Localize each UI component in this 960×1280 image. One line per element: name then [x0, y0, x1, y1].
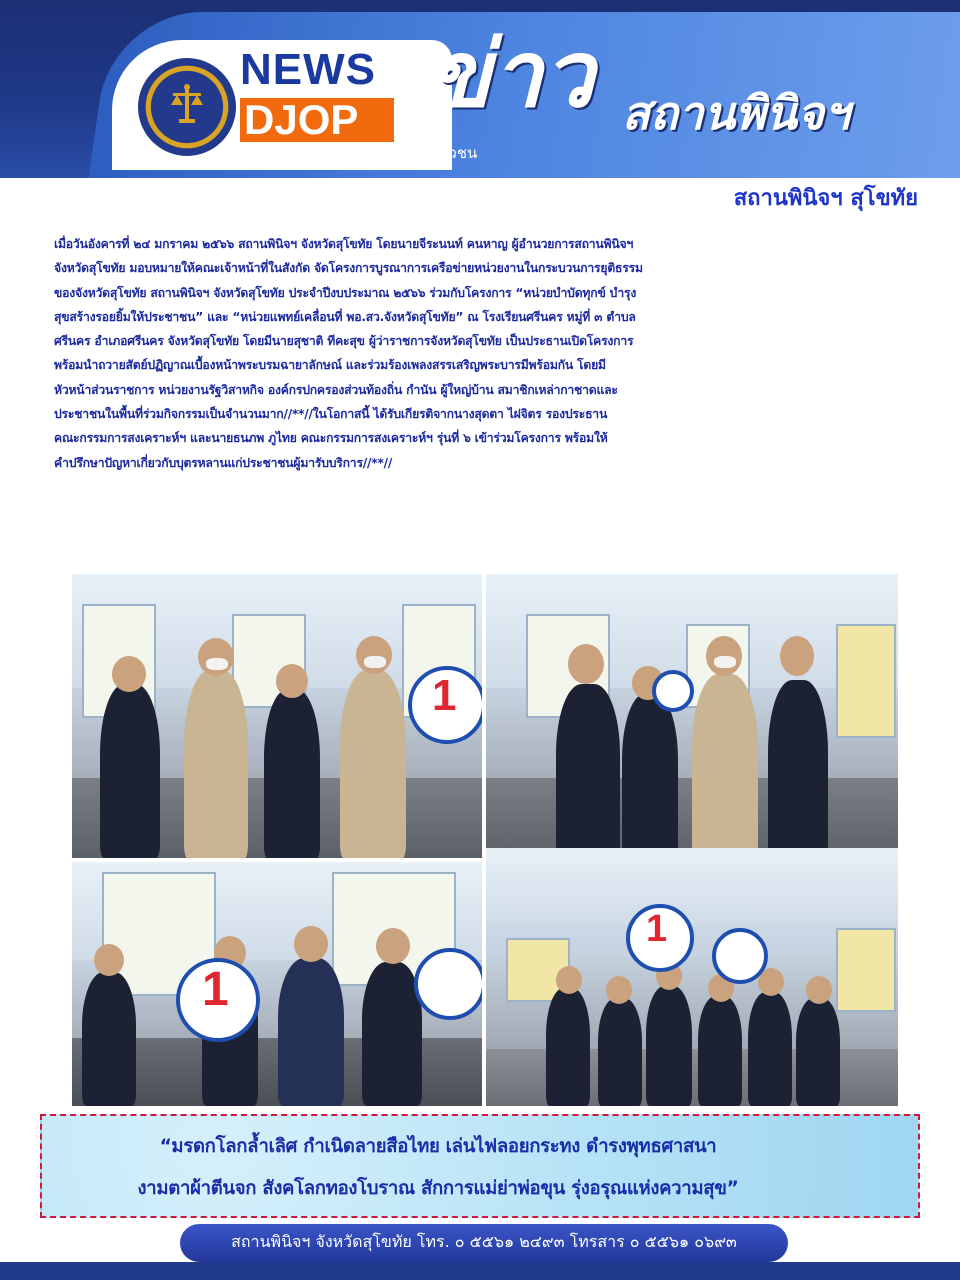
- article-line: ประชาชนในพื้นที่ร่วมกิจกรรมเป็นจำนวนมาก//**//ในโอกาสนี้ ได้รับเกียรติจากนางสุดตา ไฝจิตร รองประธาน: [54, 407, 608, 422]
- article-line: คำปรึกษาปัญหาเกี่ยวกับบุตรหลานแก่ประชาชนผู้มารับบริการ//**//: [54, 455, 393, 470]
- news-title-sub: สถานพินิจฯ: [622, 86, 850, 140]
- article-line: จังหวัดสุโขทัย มอบหมายให้คณะเจ้าหน้าที่ในสังกัด จัดโครงการบูรณาการเครือข่ายหน่วยงานในกระบวนการยุติธรรม: [54, 261, 643, 276]
- djop-emblem-icon: [138, 58, 236, 156]
- event-photo-3: [72, 862, 482, 1106]
- djop-wordmark: DJOP: [244, 96, 359, 143]
- news-title: ข่าว: [428, 20, 595, 128]
- article-line: หัวหน้าส่วนราชการ หน่วยงานรัฐวิสาหกิจ องค์กรปกครองส่วนท้องถิ่น กำนัน ผู้ใหญ่บ้าน สมาชิกเหล่ากาชาดและ: [54, 382, 618, 397]
- be-one-sign: 1: [646, 908, 668, 950]
- footer-contact: สถานพินิจฯ จังหวัดสุโขทัย โทร. ๐ ๕๕๖๑ ๒๔๙๓ โทรสาร ๐ ๕๕๖๑ ๐๖๙๓: [231, 1232, 737, 1251]
- event-photo-1: [72, 574, 482, 858]
- office-subtitle: สถานพินิจฯ สุโขทัย: [733, 186, 918, 211]
- article-line: คณะกรรมการสงเคราะห์ฯ และนายธนภพ ภูไทย คณะกรรมการสงเคราะห์ฯ รุ่นที่ ๖ เข้าร่วมโครงการ พร้อมให้: [54, 431, 608, 446]
- footer-bar: [0, 1262, 960, 1280]
- event-photo-4: [486, 848, 898, 1106]
- department-name: กรมพินิจและคุ้มครองเด็กและเยาวชน: [238, 144, 478, 162]
- province-motto-box: [40, 1114, 920, 1218]
- article-line: เมื่อวันอังคารที่ ๒๔ มกราคม ๒๕๖๖ สถานพินิจฯ จังหวัดสุโขทัย โดยนายจีระนนท์ คนหาญ ผู้อำนวยการสถานพินิจฯ: [54, 237, 634, 251]
- province-motto-line-1: “มรดกโลกล้ำเลิศ กำเนิดลายสือไทย เล่นไฟลอยกระทง ดำรงพุทธศาสนา: [159, 1136, 717, 1157]
- be-one-sign: 1: [432, 671, 457, 720]
- news-wordmark: NEWS: [240, 45, 376, 94]
- article-line: ของจังหวัดสุโขทัย สถานพินิจฯ จังหวัดสุโขทัย ประจำปีงบประมาณ ๒๕๖๖ ร่วมกับโครงการ “หน่วยบำบัดทุกข์ บำรุง: [54, 285, 637, 300]
- province-motto-line-2: งามตาผ้าตีนจก สังคโลกทองโบราณ สักการแม่ย่าพ่อขุน รุ่งอรุณแห่งความสุข”: [137, 1178, 739, 1199]
- article-line: ศรีนคร อำเภอศรีนคร จังหวัดสุโขทัย โดยมีนายสุชาติ ทีคะสุข ผู้ว่าราชการจังหวัดสุโขทัย เป็นประธานเปิดโครงการ: [54, 334, 634, 349]
- be-one-sign: 1: [202, 963, 229, 1016]
- article-line: สุขสร้างรอยยิ้มให้ประชาชน” และ “หน่วยแพทย์เคลื่อนที่ พอ.สว.จังหวัดสุโขทัย” ณ โรงเรียนศรีนคร หมู่ที่ ๓ ตำบล: [54, 309, 636, 324]
- header-banner: [0, 0, 960, 178]
- scales-icon: [169, 83, 205, 127]
- event-photo-2: [486, 574, 898, 858]
- article-body: [54, 232, 918, 475]
- article-line: พร้อมนำถวายสัตย์ปฏิญาณเบื้องหน้าพระบรมฉายาลักษณ์ และร่วมร้องเพลงสรรเสริญพระบารมีพร้อมกัน โดยมี: [54, 358, 606, 373]
